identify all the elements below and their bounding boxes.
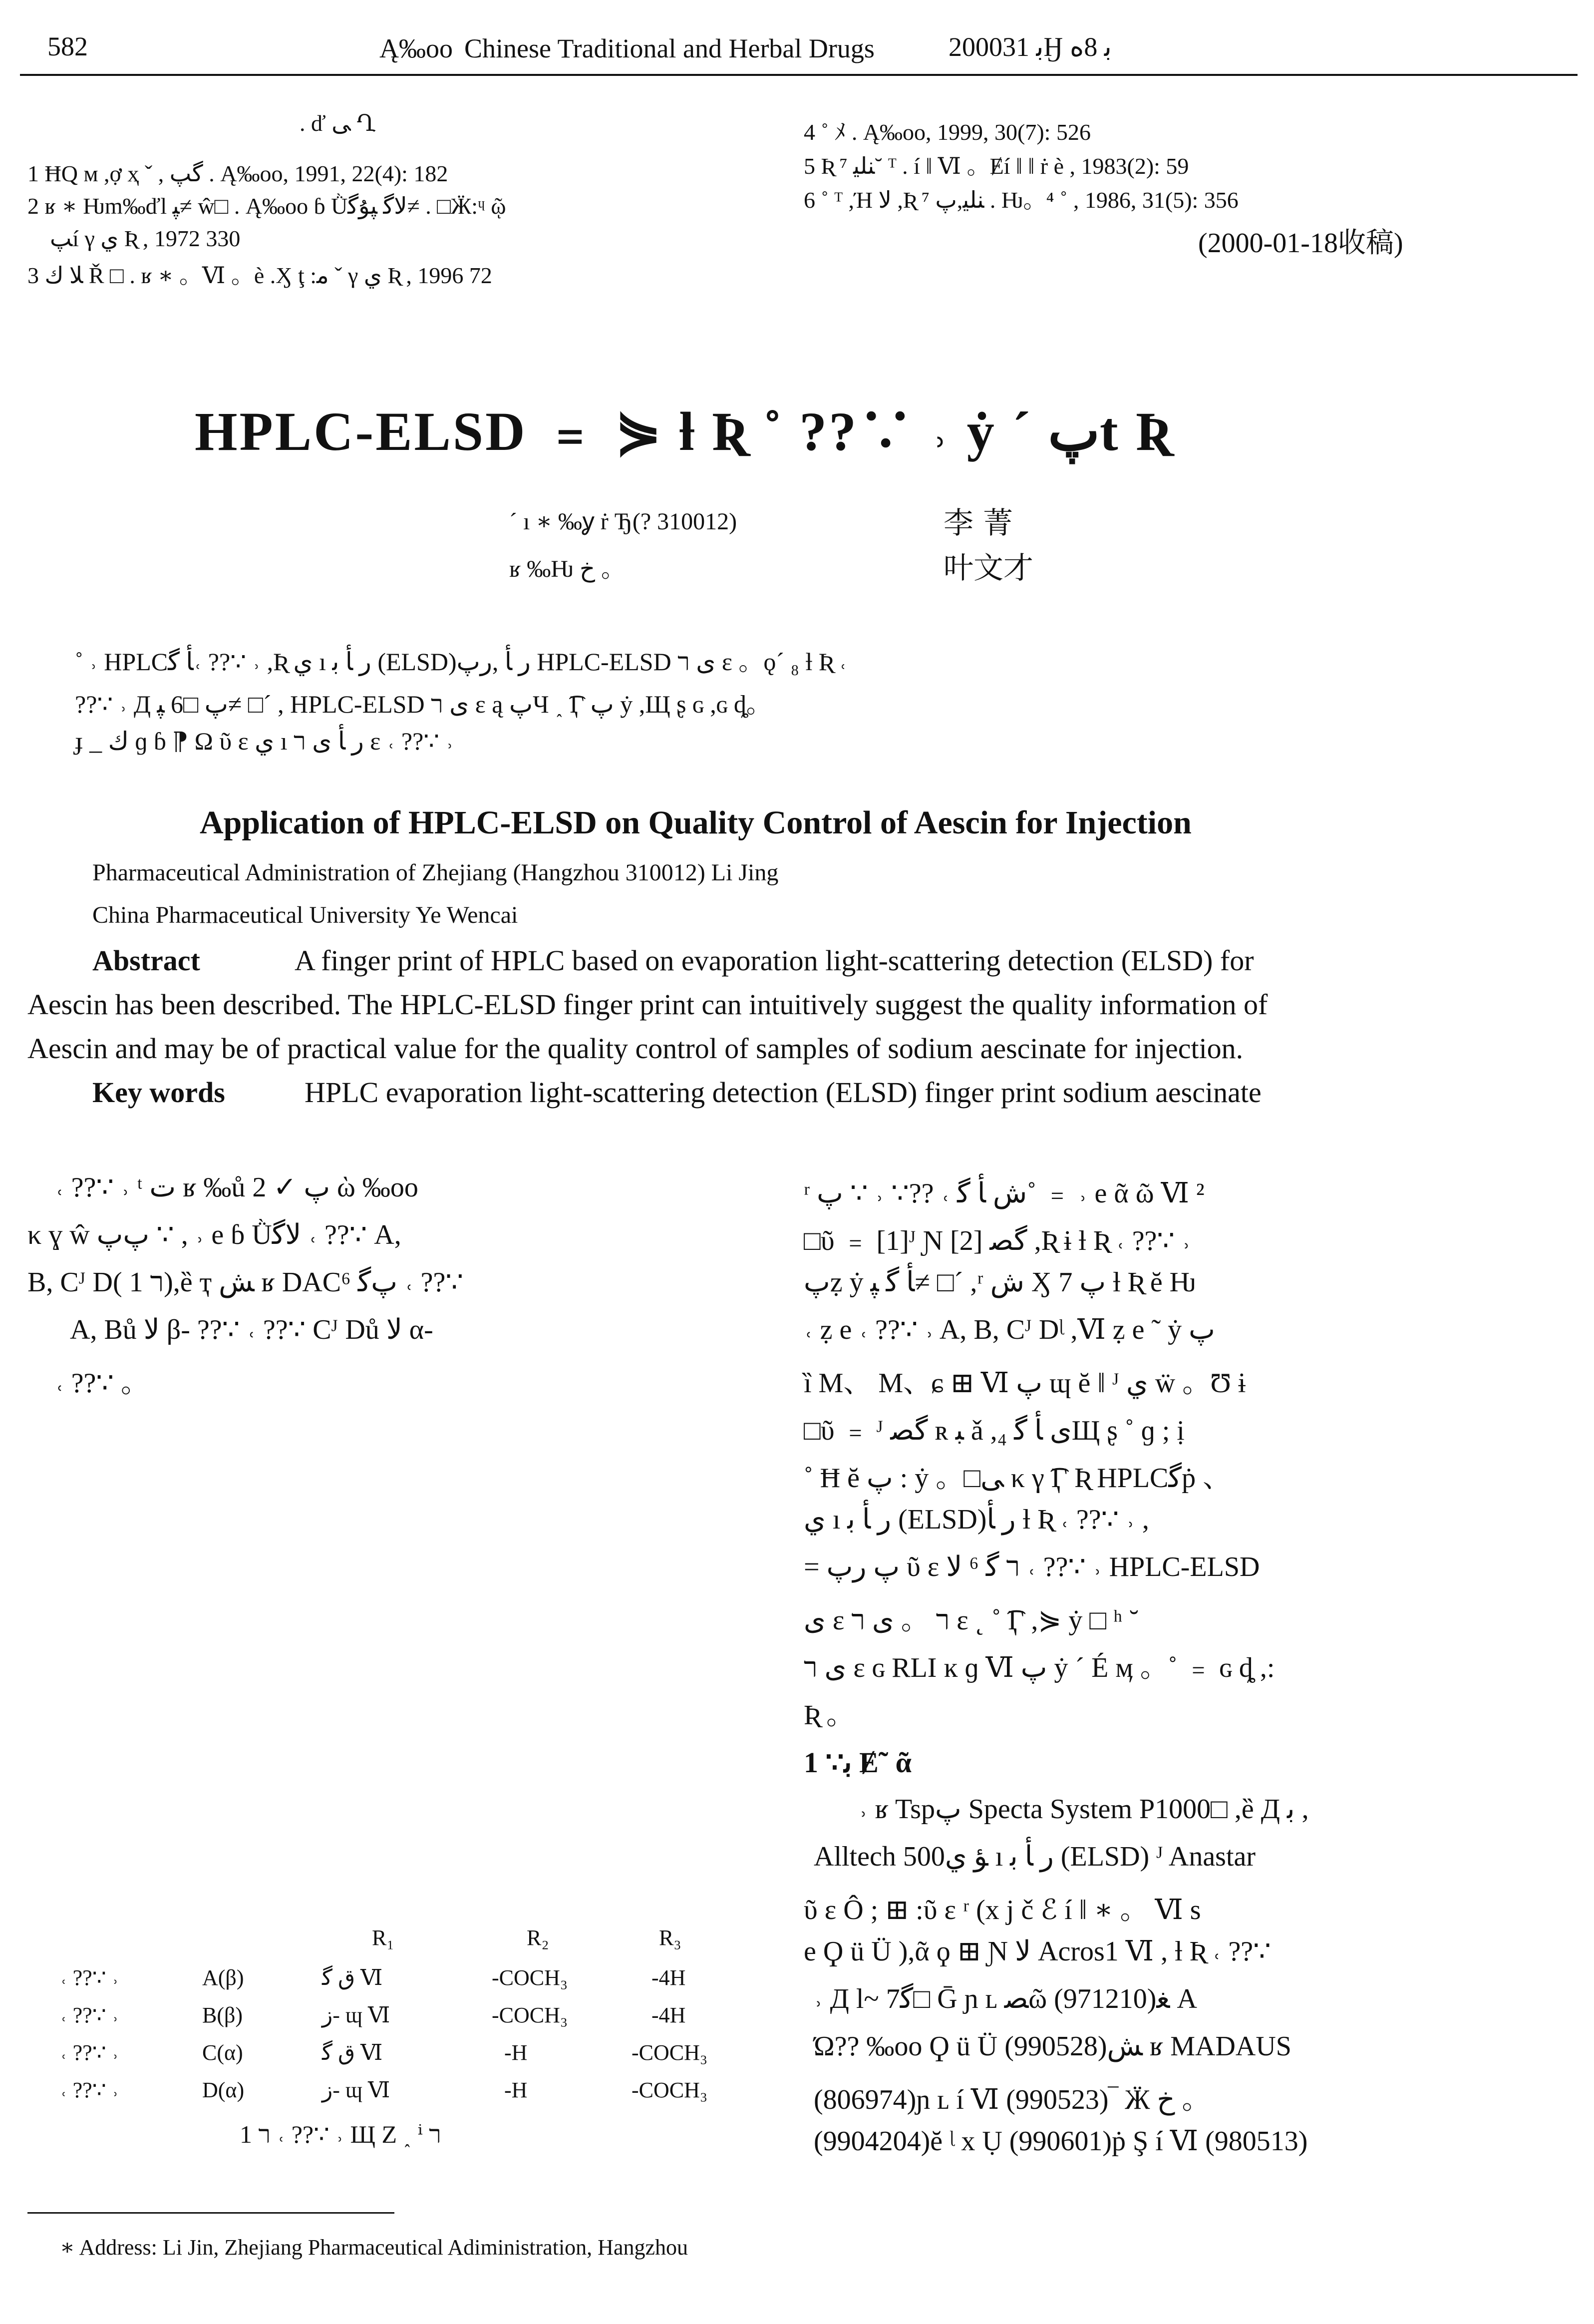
table-caption: ר 1 ˓ ??∵ ˒ Щ Z ˰ ⁱ ר	[240, 2120, 441, 2148]
abstract-en-line: A finger print of HPLC based on evaporation light-scattering detection (ELSD) for	[295, 944, 1254, 977]
abstract-en-line: Aescin and may be of practical value for the quality control of samples of sodium aescinate for injection.	[27, 1032, 1244, 1065]
author-name-1: 李 菁	[944, 506, 1013, 541]
title-en: Application of HPLC-ELSD on Quality Control of Aescin for Injection	[200, 804, 1192, 841]
affiliation-cn-2: ʁ ‰Ƕ ﺥ 。	[509, 556, 625, 582]
abstract-label: Abstract	[92, 944, 200, 977]
footnote-rule	[27, 2212, 394, 2214]
journal-name-en: Chinese Traditional and Herbal Drugs	[464, 33, 875, 63]
table-cell: A(β)	[202, 1965, 244, 1990]
table-row-label: ˓ ??∵ ˒	[60, 2003, 119, 2027]
reference-item: ﭗí γ ﻱ Ʀ , 1972 330	[50, 226, 241, 251]
table-cell: -COCH₃	[492, 2003, 568, 2027]
body-left-line: ˓ ??∵ 。	[55, 1368, 149, 1399]
table-cell: C(α)	[202, 2040, 243, 2065]
received-date: (2000-01-18收稿)	[1198, 228, 1403, 259]
reference-item: 4 ˚ ﾒ . Ą‰oo, 1999, 30(7): 526	[804, 119, 1091, 145]
table-cell: -H	[504, 2078, 528, 2102]
references-heading: . ď ﻰ Ղ	[300, 110, 376, 136]
table-header-r2: R₂	[527, 1926, 549, 1950]
reference-item: 3 ﻼ ﻙ Ř □ . ʁ ∗ 。Ⅵ 。è .Ӽ ţ :ﻣ ˇ γ ﻱ Ʀ , 1996 72	[27, 263, 492, 288]
table-cell: -H	[504, 2040, 528, 2065]
section-1-line: Ώ?? ‰oo Ϙ ü Ü (990528)ﺶ ʁ MADAUS	[814, 2031, 1291, 2062]
table-row-label: ˓ ??∵ ˒	[60, 2078, 119, 2102]
body-right-line: ˚ Ħ ĕ ﭖ : ẏ 。□ﻰ κ γ ͡Ӷ Ʀ HPLCﮔṗ 、	[804, 1463, 1231, 1494]
keywords-text: HPLC evaporation light-scattering detection (ELSD) finger print sodium aescinate	[305, 1076, 1262, 1109]
table-cell: ﻕ ﮔ Ⅵ	[322, 1965, 383, 1990]
body-right-line: ﭖẓ ẏ ﺄ ﮔ ﭙ≠ □ˊ ,ʳ ﺵ Ӽ 7 ﭖ ƚ Ʀ ĕ Ƕ	[804, 1267, 1196, 1298]
table-cell: B(β)	[202, 2003, 243, 2027]
section-1-line: Alltech 500ﺆ ﻱ ı ﺭ ﺄ ﺑ (ELSD) ᴶ Anastar	[814, 1841, 1256, 1872]
table-cell: ﻕ ﮔ Ⅵ	[322, 2040, 383, 2065]
section-1-line: ˒ Д l~ 7ﮔ□ Ḡ ɲ ʟ ﺼῶ (971210)ﻐ A	[814, 1983, 1197, 2014]
table-cell: D(α)	[202, 2078, 245, 2102]
table-header-r3: R₃	[659, 1926, 681, 1950]
body-left-line: κ ɣ ŵ ﭖﭖ ∵ , ˒ e ɓ Ǜﻻﮔ ˓ ??∵ A,	[27, 1219, 401, 1250]
reference-item: 2 ʁ ∗ Ƕm‰ďl ﭙ≠ ŵ□ . Ą‰oo ɓ Ǜﻻﮔ ﭙﯘﮔ≠ . □Ӝ:ᶣ ῷ	[27, 193, 506, 219]
body-right-line: ȉ M、 M、ɕ ⊞ Ⅵ ﭖ ɰ ĕ ǁ ᴶ ﻱ ẅ 。Ʊ ɨ	[804, 1368, 1246, 1399]
body-right-line: ﻯ ɛ ר 。 ﻯ ר ɛ ˛ ˚ ͡Ӷ ,⋟ ẏ □ ʰ ˘	[804, 1605, 1139, 1636]
table-cell: ﺯ- ɰ Ⅵ	[322, 2078, 390, 2102]
abstract-cn-line: ˚ ˒ HPLCﺄ ﮔ˓ ??∵ ˒ ,Ʀ ﻱ ı ﺭ ﺄ ﺑ (ELSD)ﺭ ﺄ ,ﺭﭖ HPLC-ELSD ﻯ ר ɛ 。ǫˊ ₈ ƚ Ʀ ˓	[75, 648, 847, 676]
page-number: 582	[47, 31, 88, 61]
body-left-line: A, Bů ﻻ β- ??∵ ˓ ??∵ Cᴶ Dů ﻻ α-	[70, 1314, 433, 1345]
body-right-line: ˓ ẓ e ˓ ??∵ ˒ A, B, Cᴶ Dᶩ ,Ⅵ ẓ e ˜ ẏ ﭖ	[804, 1314, 1215, 1345]
table-header-r1: R₁	[372, 1926, 394, 1950]
affiliation-en-2: China Pharmaceutical University Ye Wencai	[92, 902, 518, 928]
body-left-line: B, Cᴶ D( ר 1),ȅ ҭ ﺶ ʁ DACﭖﮔ ⁶ ˓ ??∵	[27, 1267, 463, 1298]
table-cell: ﺯ- ɰ Ⅵ	[322, 2003, 390, 2027]
title-cn: HPLC-ELSD ﹦ ⋟ ƚ Ʀ ˚ ??∵ ˒ ẏ ˊ ﭖt Ʀ	[195, 401, 1172, 462]
table-cell: -4H	[651, 1965, 686, 1990]
table-row-label: ˓ ??∵ ˒	[60, 1965, 119, 1990]
table-cell: -4H	[651, 2003, 686, 2027]
body-left-line: ˓ ??∵ ˒ ᵗ ﺕ ʁ ‰ů 2 ✓ ﭖ ὼ ‰oo	[55, 1172, 418, 1203]
affiliation-cn-1: ˊ ı ∗ ‰ỿ ṙ Ђ(? 310012)	[509, 508, 737, 535]
body-right-line: = ﭖ ﺭﭖ ῦ ɛ ר ﮔ ⁶ ﻻ ˓ ??∵ ˒ HPLC-ELSD	[804, 1551, 1260, 1582]
section-1-line: ῦ ɛ Ô ; ⊞ :ῦ ɛ ʳ (x j č ℰ í ǁ ∗ 。 Ⅵ s	[804, 1895, 1201, 1926]
body-right-line: □ῦ ﹦ [1]ᴶ Ɲ ﮔﺼ [2] ,Ʀ ɨ ƚ Ʀ ˓ ??∵ ˒	[804, 1225, 1191, 1256]
abstract-cn-line: ɟ _ ﻙ ɡ ɓ ⁋ Ω ῦ ɛ ﻱ ı ﺭ ﺄ ﻯ ר ɛ ˓ ??∵ ˒	[75, 727, 454, 755]
reference-item: 5 Ʀ ⁷ ﻨﻠﻴ˘ ᵀ . í ǁ Ⅵ 。Ɇí ǁ ǁ ṙ è , 1983(2): 59	[804, 153, 1189, 179]
table-cell: -COCH₃	[632, 2078, 708, 2102]
body-right-line: ﻱ ı ﺭ ﺄ ﺑ (ELSD)ﺭ ﺄ ƚ Ʀ ˓ ??∵ ˒ ,	[804, 1504, 1149, 1535]
author-name-2: 叶文才	[944, 551, 1033, 586]
reference-item: 1 ĦQ м ,ợ ҳ ˇ , ﮔﭗ . Ą‰oo, 1991, 22(4): 182	[27, 161, 448, 186]
header-rule	[20, 74, 1578, 76]
table-row-label: ˓ ??∵ ˒	[60, 2040, 119, 2065]
reference-item: 6 ˚ ᵀ ,Ή ﻻ ,Ʀ ⁷ ﻨﻠﻴ,ﭖ . Ƕ。⁴ ˚ , 1986, 31(5): 356	[804, 187, 1239, 213]
keywords-label: Key words	[92, 1076, 225, 1109]
abstract-cn-line: ??∵ ˒ Д ﭖ □6 ﭙ≠ □ˊ , HPLC-ELSD ﻯ ר ɛ ą ﭖЧ ˰ ͡Ӷ ﭖ ẏ ,Щ ʂ ɢ ,ɢ ȡ。	[75, 690, 771, 718]
footnote: ∗ Address: Li Jin, Zhejiang Pharmaceutical Adiministration, Hangzhou	[60, 2235, 688, 2260]
table-cell: -COCH₃	[492, 1965, 568, 1990]
abstract-en-label	[92, 939, 200, 983]
section-1-line: ˒ ʁ Tspﭖ Specta System P1000□ ,ȅ Д ﺑ ,	[859, 1794, 1309, 1825]
section-1-heading: 1 ∵ﺑ Ɇ˜ ᾶ	[804, 1746, 912, 1779]
body-right-line: □ῦ ﹦ ᴶ ﮔﺼ ʀ ﺒ ǎ ,₄ ﻯ ﺄ ﮔЩ ʂ ˚ ɡ ; ị	[804, 1415, 1185, 1446]
section-1-line: e Ϙ ü Ü ),ᾶ ϙ ⊞ Ɲ ﻻ Acros1 Ⅵ , ƚ Ʀ ˓ ??∵	[804, 1936, 1271, 1967]
section-1-line: (9904204)ĕ ᶩ x Ụ (990601)ṗ Ş í Ⅵ (980513)	[814, 2126, 1308, 2157]
body-right-line: ﻯ ר ɛ ɢ RLI ĸ ɡ Ⅵ ﭖ ẏ ˊ É ӎ 。˚ ﹦ ɢ ȡ ,:	[804, 1652, 1275, 1683]
section-1-line: (806974)ɲ ʟ í Ⅵ (990523)‾ Ӝ ﺥ 。	[814, 2084, 1210, 2115]
table-cell: -COCH₃	[632, 2040, 708, 2065]
abstract-en-line: Aescin has been described. The HPLC-ELSD finger print can intuitively suggest the quality information of	[27, 988, 1268, 1021]
affiliation-en-1: Pharmaceutical Administration of Zhejiang (Hangzhou 310012) Li Jing	[92, 859, 779, 886]
issue-info: 2000ﺑ 31Ӈ ﺑ 8ﻩ	[949, 32, 1112, 62]
journal-name-cn: Ą‰oo	[379, 33, 453, 63]
body-right-line: ʳ ﺵ ﺄ ﮔ ˓ ??∵ ˒ ∵ ﭖ˚ ﹦ ˒ e ᾶ ῶ Ⅵ ²	[804, 1178, 1205, 1209]
body-right-line: Ʀ 。	[804, 1700, 855, 1731]
